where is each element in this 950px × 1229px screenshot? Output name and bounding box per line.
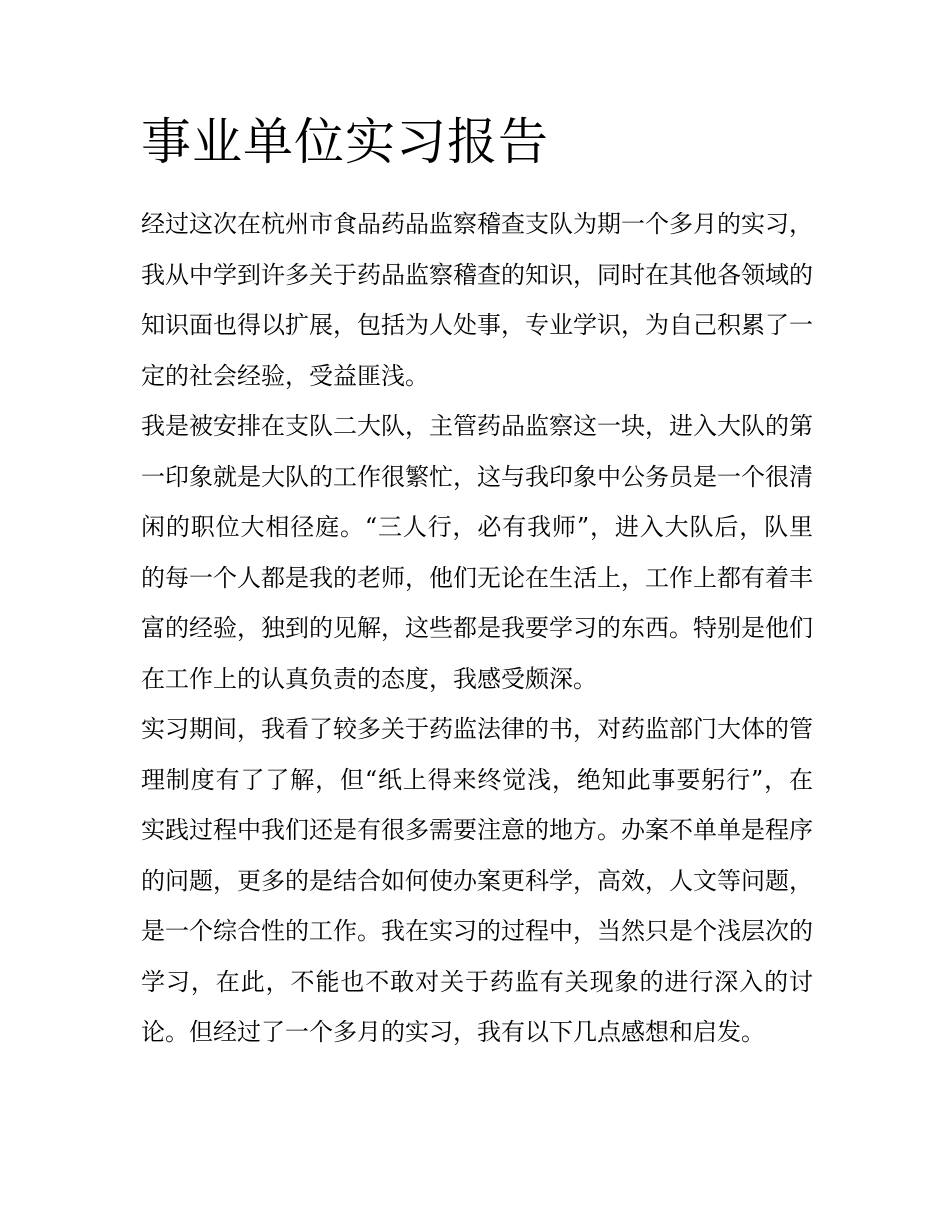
paragraph-3: 实习期间，我看了较多关于药监法律的书，对药监部门大体的管理制度有了了解，但“纸上得来终觉浅，绝知此事要躬行”，在实践过程中我们还是有很多需要注意的地方。办案不单单是程序的问题，更多的是结合如何使办案更科学，高效，人文等问题，是一个综合性的工作。我在实习的过程中，当然只是个浅层次的学习，在此，不能也不敢对关于药监有关现象的进行深入的讨论。但经过了一个多月的实习，我有以下几点感想和启发。	[141, 715, 813, 1046]
document-title: 事业单位实习报告	[141, 113, 549, 171]
document-page	[141, 112, 813, 1058]
paragraph-1: 经过这次在杭州市食品药品监察稽查支队为期一个多月的实习，我从中学到许多关于药品监察稽查的知识，同时在其他各领域的知识面也得以扩展，包括为人处事，专业学识，为自己积累了一定的社会经验，受益匪浅。	[141, 210, 813, 390]
paragraph-2: 我是被安排在支队二大队，主管药品监察这一块，进入大队的第一印象就是大队的工作很繁忙，这与我印象中公务员是一个很清闲的职位大相径庭。“三人行，必有我师”，进入大队后，队里的每一个人都是我的老师，他们无论在生活上，工作上都有着丰富的经验，独到的见解，这些都是我要学习的东西。特别是他们在工作上的认真负责的态度，我感受颇深。	[141, 412, 813, 693]
